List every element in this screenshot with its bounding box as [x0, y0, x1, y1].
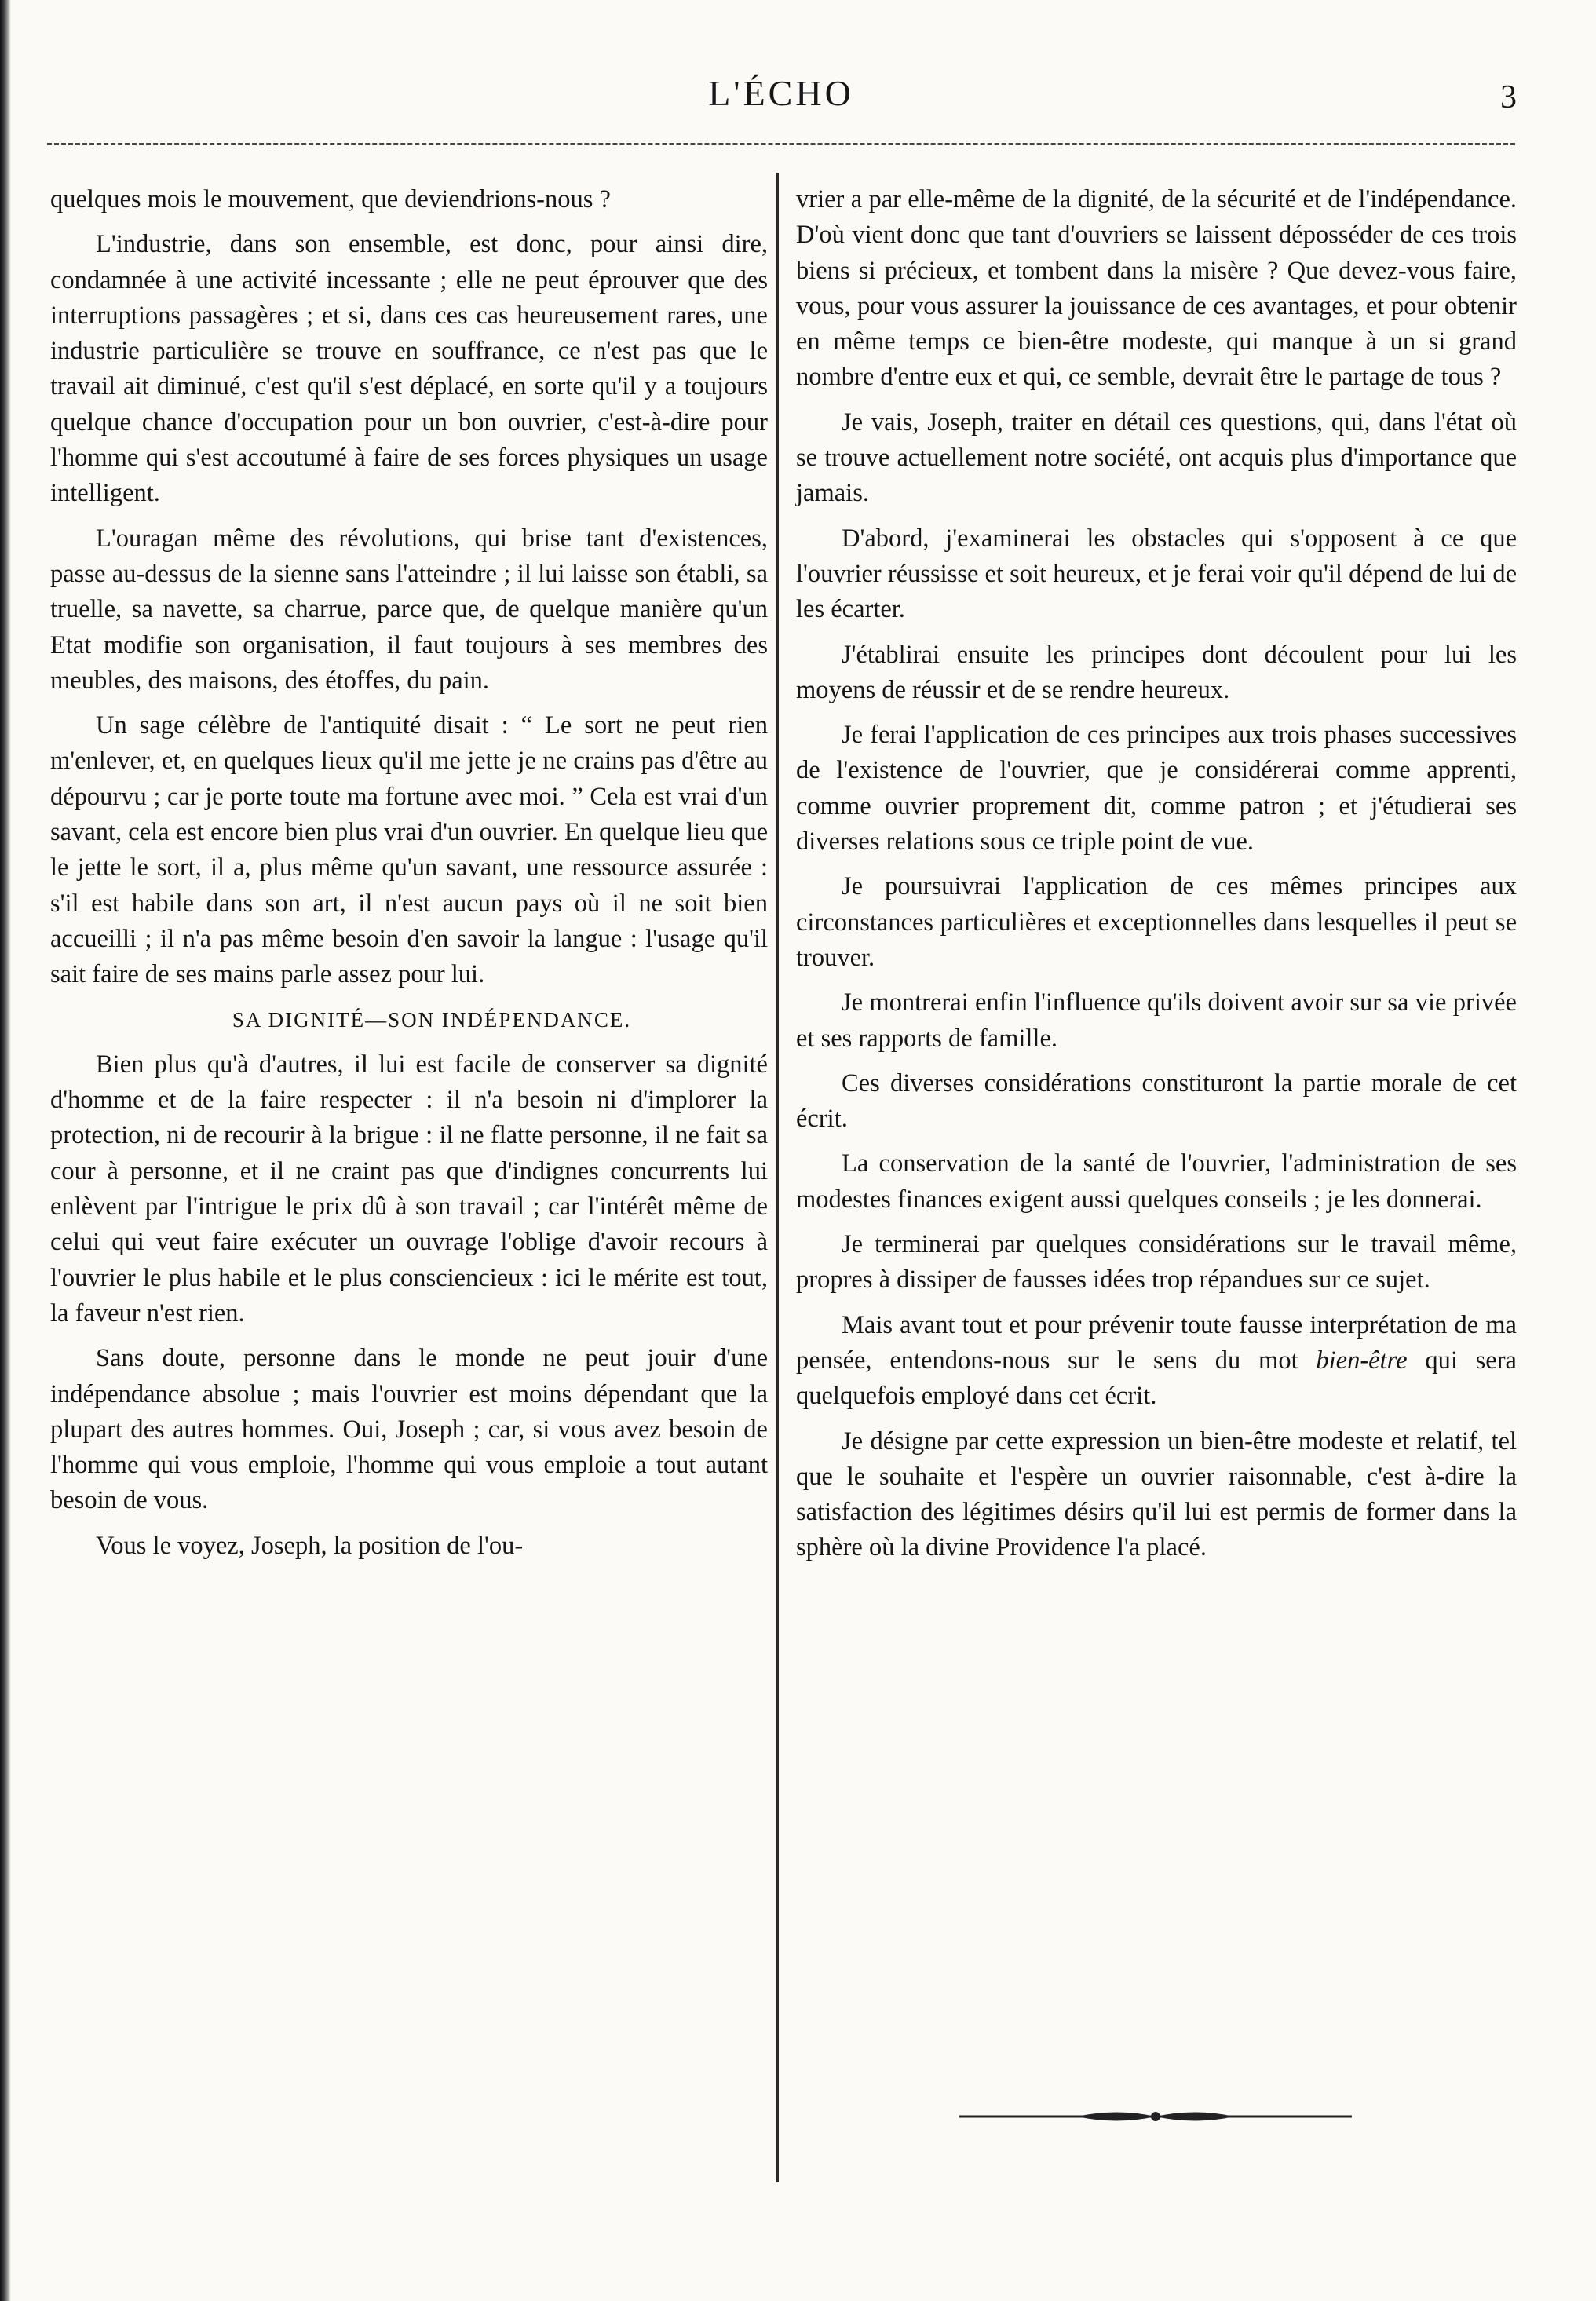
- paragraph: Ces diverses considérations constituront la partie morale de cet écrit.: [796, 1068, 1517, 1134]
- header-rule: [47, 143, 1515, 145]
- end-ornament-icon: [959, 2106, 1352, 2127]
- paragraph: Vous le voyez, Joseph, la position de l'ou-: [96, 1531, 524, 1560]
- column-divider: [776, 173, 779, 2182]
- left-column: [50, 182, 768, 1573]
- paragraph: Sans doute, personne dans le monde ne peut jouir d'une indépendance absolue ; mais l'ouvrier est moins dépendant que la plupart des autres hommes. Oui, Joseph ; car, si vous avez besoin de l'homme qui vous emploie, l'homme qui vous emploie a tout autant besoin de vous.: [50, 1344, 768, 1515]
- paragraph: Je désigne par cette expression un bien-être modeste et relatif, tel que le souhaite et l'espère un ouvrier raisonnable, c'est à-dire la satisfaction des légitimes désirs qu'il lui est permis de former dans la sphère où la divine Providence l'a placé.: [796, 1426, 1517, 1562]
- paragraph: Un sage célèbre de l'antiquité disait : “ Le sort ne peut rien m'enlever, et, en quelques lieux qu'il me jette je ne crains pas d'être au dépourvu ; car je porte toute ma fortune avec moi. ” Cela est vrai d'un savant, cela est encore bien plus vrai d'un ouvrier. En quelque lieu que le jette le sort, il a, plus même qu'un savant, une ressource assurée : s'il est habile dans son art, il n'est aucun pays où il ne soit bien accueilli ; il n'a pas même besoin d'en savoir la langue : l'usage qu'il sait faire de ses mains parle assez pour lui.: [50, 711, 768, 989]
- paragraph: vrier a par elle-même de la dignité, de la sécurité et de l'indépendance. D'où vient donc que tant d'ouvriers se laissent déposséder de ces trois biens si précieux, et tombent dans la misère ? Que devez-vous faire, vous, pour vous assurer la jouissance de ces avantages, et pour obtenir en même temps ce bien-être modeste, qui manque à un si grand nombre d'entre eux et qui, ce semble, devrait être le partage de tous ?: [796, 185, 1517, 392]
- paragraph-text: qui sera quelquefois employé dans cet écrit.: [796, 1346, 1517, 1411]
- paragraph-text: Mais avant tout et pour prévenir toute fausse interprétation de ma pensée, entendons-nous sur le sens du mot: [796, 1310, 1517, 1375]
- paragraph: L'ouragan même des révolutions, qui brise tant d'existences, passe au-dessus de la sienne sans l'atteindre ; il lui laisse son établi, sa truelle, sa navette, sa charrue, parce que, de quelque manière qu'un Etat modifie son organisation, il faut toujours à ses membres des meubles, des maisons, des étoffes, du pain.: [50, 524, 768, 695]
- scanned-page-edge: [0, 0, 11, 2301]
- paragraph: Je terminerai par quelques considérations sur le travail même, propres à dissiper de fausses idées trop répandues sur ce sujet.: [796, 1230, 1517, 1295]
- paragraph: Je montrerai enfin l'influence qu'ils doivent avoir sur sa vie privée et ses rapports de famille.: [796, 988, 1517, 1053]
- running-title: L'ÉCHO: [708, 73, 854, 113]
- paragraph: J'établirai ensuite les principes dont découlent pour lui les moyens de réussir et de se rendre heureux.: [796, 640, 1517, 704]
- paragraph: D'abord, j'examinerai les obstacles qui s'opposent à ce que l'ouvrier réussisse et soit heureux, et je ferai voir qu'il dépend de lui de les écarter.: [796, 524, 1517, 624]
- page-number: 3: [1500, 79, 1517, 115]
- right-column: [796, 182, 1517, 1576]
- page-header: [47, 72, 1515, 135]
- paragraph: Je ferai l'application de ces principes aux trois phases successives de l'existence de l'ouvrier, que je considérerai comme apprenti, comme ouvrier proprement dit, comme patron ; et j'étudierai ses diverses relations sous ce triple point de vue.: [796, 721, 1517, 856]
- italic-term: bien-être: [1316, 1346, 1408, 1375]
- paragraph: [796, 1308, 1517, 1415]
- paragraph: La conservation de la santé de l'ouvrier, l'administration de ses modestes finances exigent aussi quelques conseils ; je les donnerai.: [796, 1149, 1517, 1214]
- section-heading: SA DIGNITÉ—SON INDÉPENDANCE.: [232, 1007, 632, 1032]
- paragraph: Bien plus qu'à d'autres, il lui est facile de conserver sa dignité d'homme et de la faire respecter : il n'a besoin ni d'implorer la protection, ni de recourir à la brigue : il ne flatte personne, il ne fait sa cour à personne, et il ne craint pas que d'indignes concurrents lui enlèvent par l'intrigue le prix dû à son travail ; car l'intérêt même de celui qui veut faire exécuter un ouvrage l'oblige d'avoir recours à l'ouvrier le plus habile et le plus consciencieux : ici le mérite est tout, la faveur n'est rien.: [50, 1050, 768, 1328]
- paragraph: quelques mois le mouvement, que deviendrions-nous ?: [50, 185, 611, 214]
- paragraph: L'industrie, dans son ensemble, est donc, pour ainsi dire, condamnée à une activité incessante ; elle ne peut éprouver que des interruptions passagères ; et si, dans ces cas heureusement rares, une industrie particulière se trouve en souffrance, ce n'est pas que le travail ait diminué, c'est qu'il s'est déplacé, en sorte qu'il y a toujours quelque chance d'occupation pour un bon ouvrier, c'est-à-dire pour l'homme qui s'est accoutumé à faire de ses forces physiques un usage intelligent.: [50, 230, 768, 508]
- paragraph: Je poursuivrai l'application de ces mêmes principes aux circonstances particulières et exceptionnelles dans lesquelles il peut se trouver.: [796, 872, 1517, 972]
- paragraph: Je vais, Joseph, traiter en détail ces questions, qui, dans l'état où se trouve actuellement notre société, ont acquis plus d'importance que jamais.: [796, 407, 1517, 508]
